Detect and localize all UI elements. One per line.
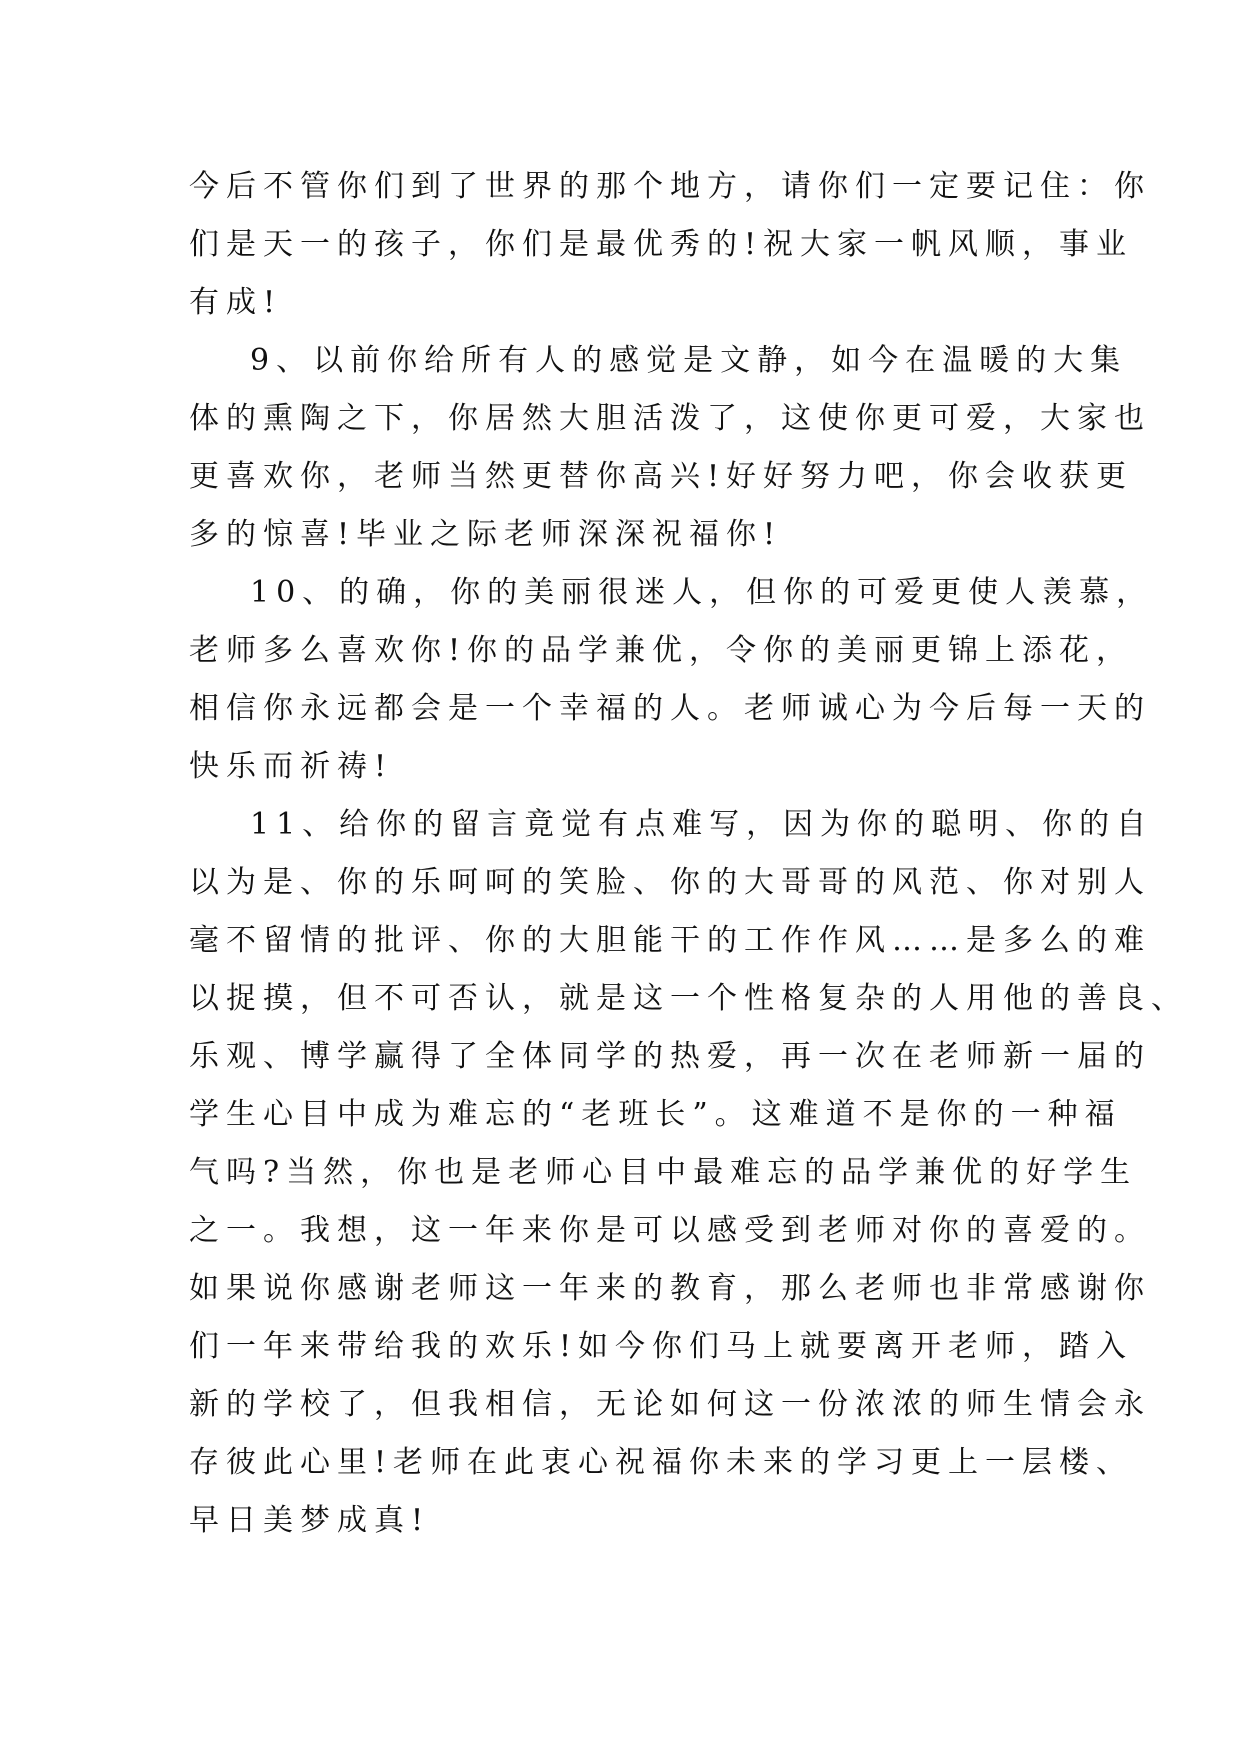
- text-line: 老师多么喜欢你!你的品学兼优，令你的美丽更锦上添花，: [189, 633, 1134, 668]
- text-line: 体的熏陶之下，你居然大胆活泼了，这使你更可爱，大家也: [189, 401, 1151, 436]
- text-line: 们是天一的孩子，你们是最优秀的!祝大家一帆风顺，事业: [189, 227, 1134, 262]
- text-line: 乐观、博学赢得了全体同学的热爱，再一次在老师新一届的: [189, 1039, 1151, 1074]
- text-line: 之一。我想，这一年来你是可以感受到老师对你的喜爱的。: [189, 1213, 1151, 1248]
- paragraph-9-first-line: 9、以前你给所有人的感觉是文静，如今在温暖的大集: [250, 343, 1128, 378]
- paragraph-10-first-line: 10、的确，你的美丽很迷人，但你的可爱更使人羡慕，: [250, 575, 1154, 610]
- text-line: 早日美梦成真!: [189, 1503, 431, 1538]
- text-line: 有成!: [189, 285, 283, 320]
- text-line: 以为是、你的乐呵呵的笑脸、你的大哥哥的风范、你对别人: [189, 865, 1151, 900]
- text-line: 学生心目中成为难忘的“老班长”。这难道不是你的一种福: [189, 1097, 1122, 1132]
- text-line: 以捉摸，但不可否认，就是这一个性格复杂的人用他的善良、: [189, 981, 1188, 1016]
- text-line: 多的惊喜!毕业之际老师深深祝福你!: [189, 517, 783, 552]
- text-line: 气吗?当然，你也是老师心目中最难忘的品学兼优的好学生: [189, 1155, 1138, 1190]
- text-line: 相信你永远都会是一个幸福的人。老师诚心为今后每一天的: [189, 691, 1151, 726]
- text-line: 新的学校了，但我相信，无论如何这一份浓浓的师生情会永: [189, 1387, 1151, 1422]
- paragraph-11-first-line: 11、给你的留言竟觉有点难写，因为你的聪明、你的自: [250, 807, 1154, 842]
- text-line: 更喜欢你，老师当然更替你高兴!好好努力吧，你会收获更: [189, 459, 1134, 494]
- text-line: 们一年来带给我的欢乐!如今你们马上就要离开老师，踏入: [189, 1329, 1134, 1364]
- text-line: 存彼此心里!老师在此衷心祝福你未来的学习更上一层楼、: [189, 1445, 1134, 1480]
- text-line: 快乐而祈祷!: [189, 749, 394, 784]
- text-line: 如果说你感谢老师这一年来的教育，那么老师也非常感谢你: [189, 1271, 1151, 1306]
- text-line: 今后不管你们到了世界的那个地方，请你们一定要记住：你: [189, 169, 1151, 204]
- document-body: [189, 158, 1188, 1550]
- text-line: 毫不留情的批评、你的大胆能干的工作作风……是多么的难: [189, 923, 1151, 958]
